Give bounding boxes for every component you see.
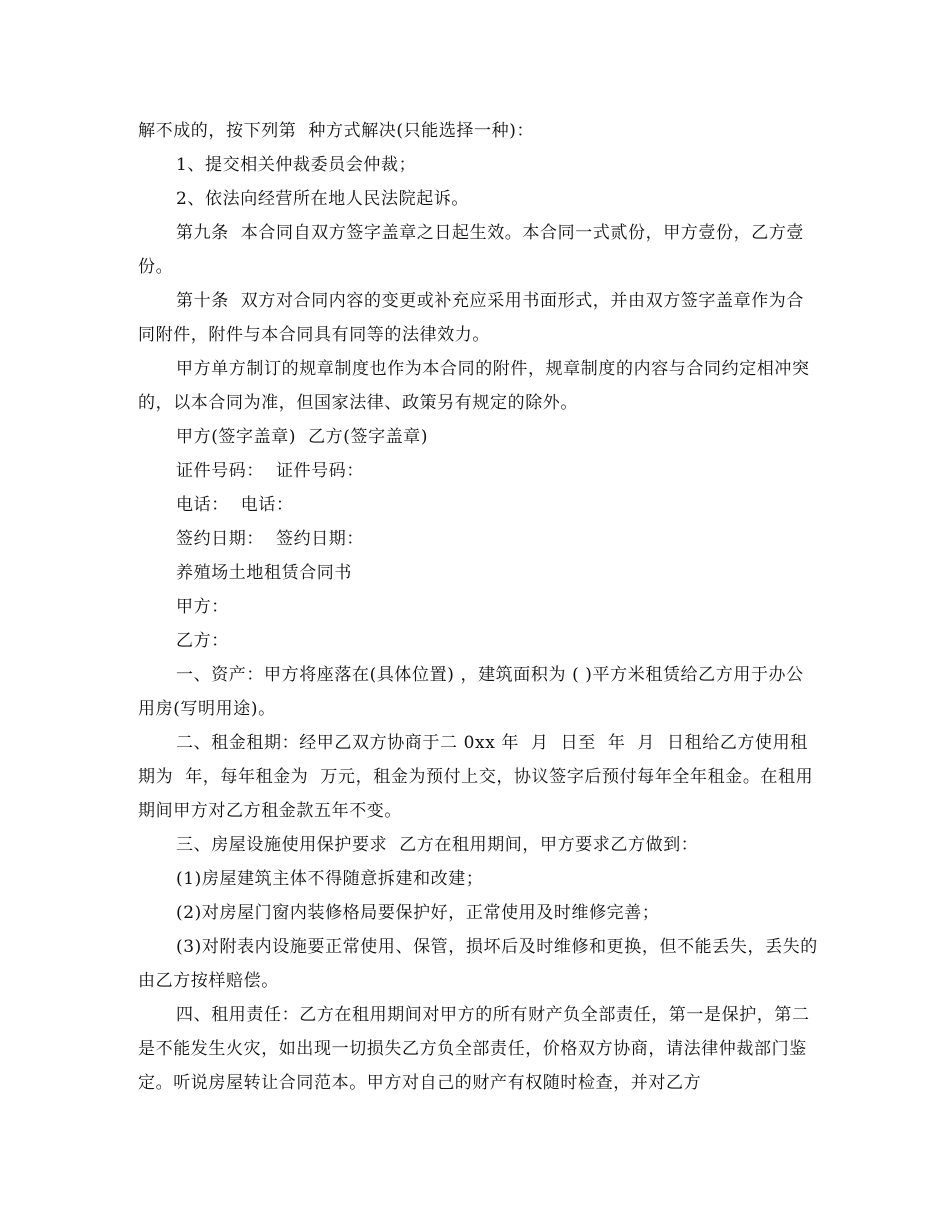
paragraph-article-10: 第十条 双方对合同内容的变更或补充应采用书面形式，并由双方签字盖章作为合同附件，附件与本合同具有同等的法律效力。 [138,291,805,345]
document-body [138,114,818,1100]
paragraph-rent-term: 二、租金租期：经甲乙双方协商于二 0xx 年 月 日至 年 月 日租给乙方使用租期为 年，每年租金为 万元，租金为预付上交，协议签字后预付每年全年租金。在租用期间甲方对乙方租金款五年不变。 [138,733,814,821]
signature-line: 甲方(签字盖章) 乙方(签字盖章) [176,427,429,447]
paragraph-facility-requirements: 三、房屋设施使用保护要求 乙方在租用期间，甲方要求乙方做到： [176,835,699,855]
paragraph-rules-attachment: 甲方单方制订的规章制度也作为本合同的附件，规章制度的内容与合同约定相冲突的，以本合同为准，但国家法律、政策另有规定的除外。 [138,359,810,413]
paragraph-option-arbitration: 1、提交相关仲裁委员会仲裁； [176,155,417,175]
requirement-item-3: (3)对附表内设施要正常使用、保管，损坏后及时维修和更换，但不能丢失，丢失的由乙方按样赔偿。 [138,937,818,991]
paragraph-assets: 一、资产：甲方将座落在(具体位置) ，建筑面积为 ( )平方米租赁给乙方用于办公用房(写明用途)。 [138,665,804,719]
requirement-item-1: (1)房屋建筑主体不得随意拆建和改建； [176,869,484,889]
requirement-item-2: (2)对房屋门窗内装修格局要保护好，正常使用及时维修完善； [176,903,660,923]
party-a-line: 甲方： [176,597,229,617]
phone-line: 电话： 电话： [176,495,294,515]
paragraph-dispute-methods: 解不成的，按下列第 种方式解决(只能选择一种)： [138,121,535,141]
signing-date-line: 签约日期： 签约日期： [176,529,365,549]
paragraph-option-lawsuit: 2、依法向经营所在地人民法院起诉。 [176,189,470,209]
party-b-line: 乙方： [176,631,229,651]
paragraph-article-9: 第九条 本合同自双方签字盖章之日起生效。本合同一式贰份，甲方壹份，乙方壹份。 [138,223,805,277]
paragraph-liability: 四、租用责任：乙方在租用期间对甲方的所有财产负全部责任，第一是保护，第二是不能发生火灾，如出现一切损失乙方负全部责任，价格双方协商，请法律仲裁部门鉴定。听说房屋转让合同范本。甲方对自己的财产有权随时检查，并对乙方 [138,1005,810,1093]
contract-title: 养殖场土地租赁合同书 [176,563,352,583]
id-number-line: 证件号码： 证件号码： [176,461,365,481]
